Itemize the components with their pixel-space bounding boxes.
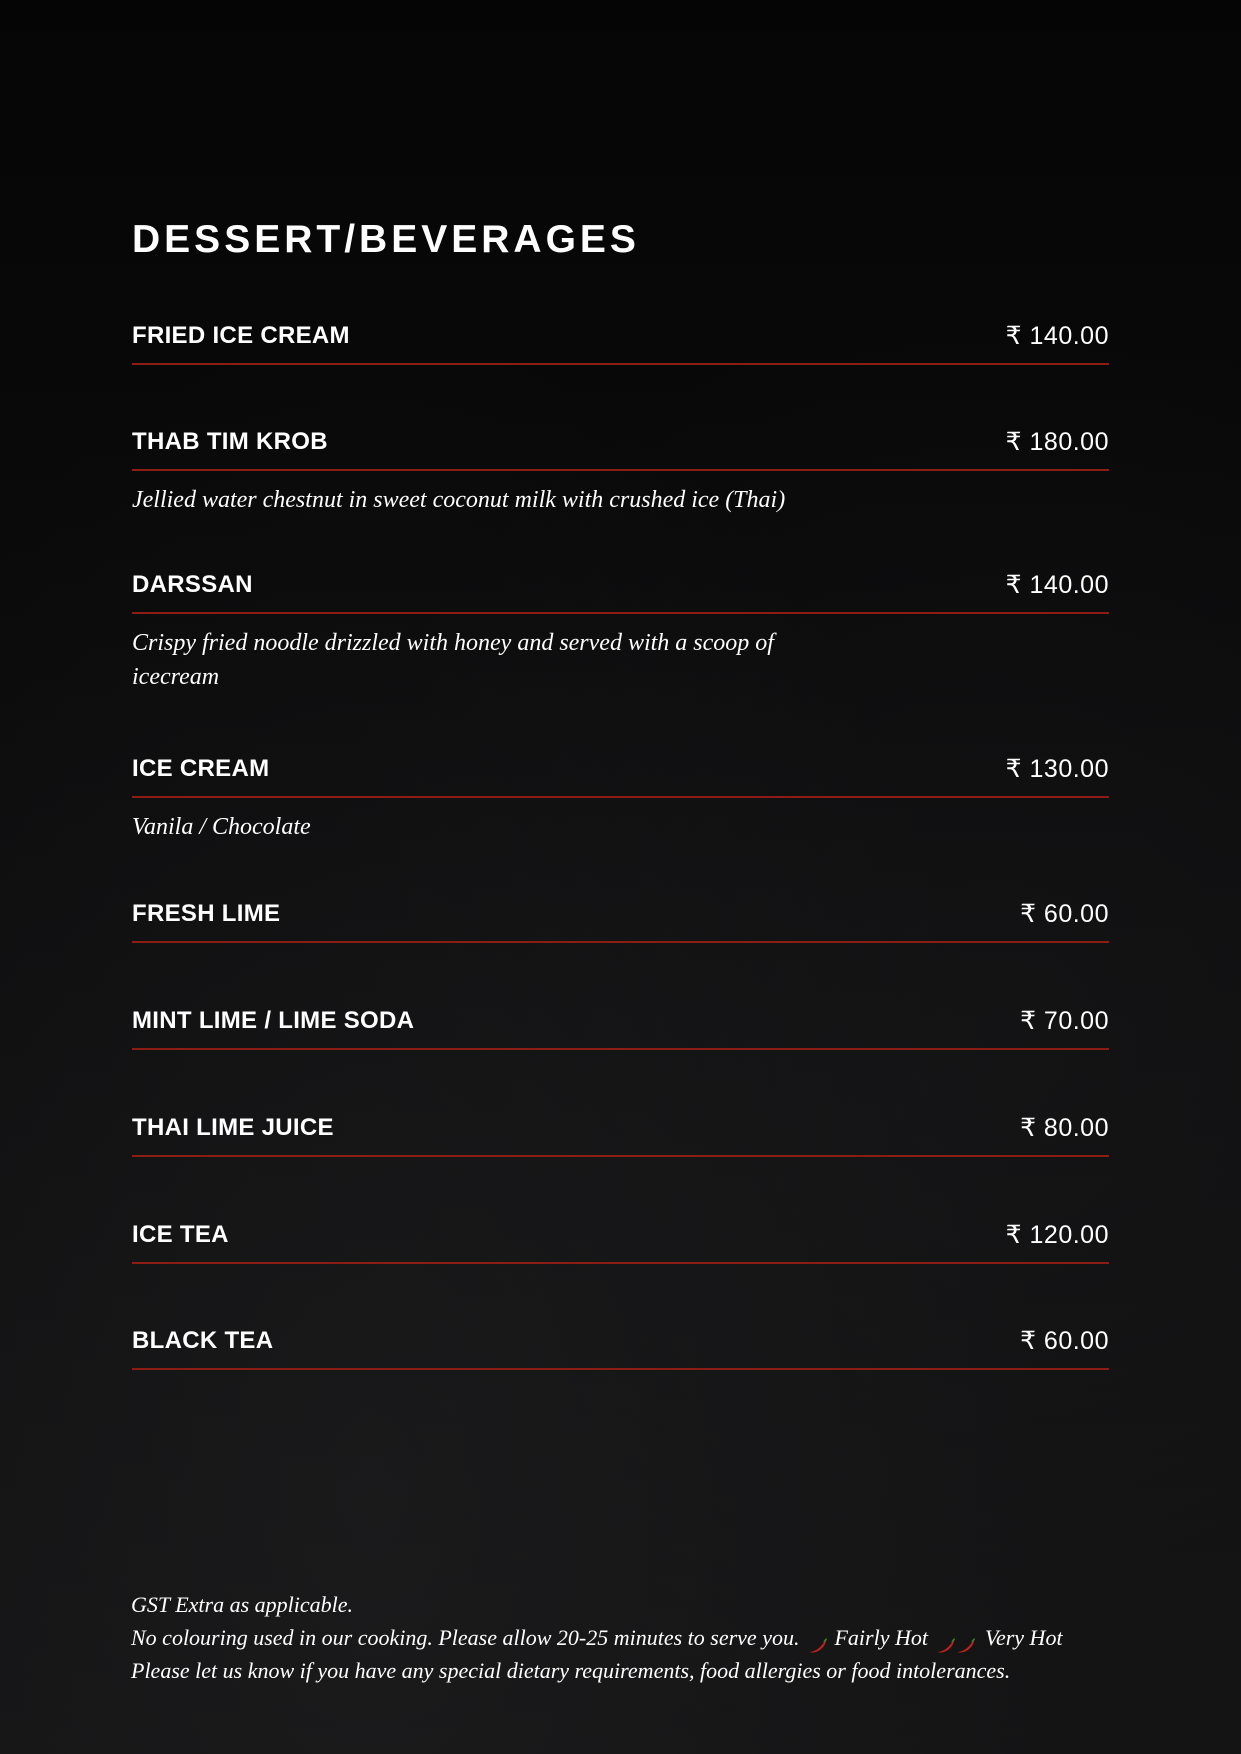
item-name: FRESH LIME <box>132 900 281 927</box>
item-name: ICE TEA <box>132 1221 229 1248</box>
menu-item-row <box>132 321 1109 351</box>
section-title: DESSERT/BEVERAGES <box>132 218 640 261</box>
item-name: THAI LIME JUICE <box>132 1114 334 1141</box>
item-divider <box>132 469 1109 471</box>
item-name: BLACK TEA <box>132 1327 274 1354</box>
item-name: THAB TIM KROB <box>132 428 328 455</box>
colouring-note: No colouring used in our cooking. Please allow 20-25 minutes to serve you. <box>131 1625 800 1650</box>
item-price: ₹ 70.00 <box>1020 1007 1109 1035</box>
menu-item <box>132 1113 1109 1143</box>
spice-legend-line <box>131 1621 1121 1654</box>
item-name: MINT LIME / LIME SODA <box>132 1007 415 1034</box>
chili-icon <box>806 1631 828 1649</box>
item-divider <box>132 796 1109 798</box>
item-divider <box>132 941 1109 943</box>
item-description: Vanila / Chocolate <box>132 814 311 840</box>
item-name: FRIED ICE CREAM <box>132 322 350 349</box>
item-divider <box>132 363 1109 365</box>
footer-notes <box>131 1588 1121 1687</box>
menu-item <box>132 427 1109 513</box>
item-price: ₹ 180.00 <box>1005 428 1109 456</box>
menu-item <box>132 899 1109 929</box>
menu-item <box>132 321 1109 351</box>
menu-item <box>132 570 1109 690</box>
item-price: ₹ 80.00 <box>1020 1114 1109 1142</box>
item-price: ₹ 140.00 <box>1005 322 1109 350</box>
menu-item-row <box>132 899 1109 929</box>
item-price: ₹ 140.00 <box>1005 571 1109 599</box>
double-chili-icon <box>934 1631 978 1649</box>
menu-item-row <box>132 754 1109 784</box>
very-hot-label: Very Hot <box>984 1625 1063 1650</box>
fairly-hot-label: Fairly Hot <box>834 1625 928 1650</box>
menu-item-row <box>132 570 1109 600</box>
menu-item-row <box>132 1006 1109 1036</box>
item-price: ₹ 60.00 <box>1020 1327 1109 1355</box>
menu-item-row <box>132 427 1109 457</box>
menu-item <box>132 1326 1109 1356</box>
gst-note: GST Extra as applicable. <box>131 1592 354 1617</box>
item-divider <box>132 1262 1109 1264</box>
menu-item-row <box>132 1220 1109 1250</box>
item-name: ICE CREAM <box>132 755 270 782</box>
item-divider <box>132 1155 1109 1157</box>
item-divider <box>132 612 1109 614</box>
menu-item <box>132 1006 1109 1036</box>
menu-item-row <box>132 1326 1109 1356</box>
item-description: Crispy fried noodle drizzled with honey and served with a scoop of icecream <box>132 630 774 690</box>
item-divider <box>132 1368 1109 1370</box>
menu-item <box>132 754 1109 840</box>
item-price: ₹ 130.00 <box>1005 755 1109 783</box>
dietary-note: Please let us know if you have any special dietary requirements, food allergies or food intolerances. <box>131 1658 1011 1683</box>
item-description: Jellied water chestnut in sweet coconut milk with crushed ice (Thai) <box>132 487 786 513</box>
menu-item <box>132 1220 1109 1250</box>
item-divider <box>132 1048 1109 1050</box>
menu-item-row <box>132 1113 1109 1143</box>
item-price: ₹ 60.00 <box>1020 900 1109 928</box>
item-name: DARSSAN <box>132 571 253 598</box>
item-price: ₹ 120.00 <box>1005 1221 1109 1249</box>
